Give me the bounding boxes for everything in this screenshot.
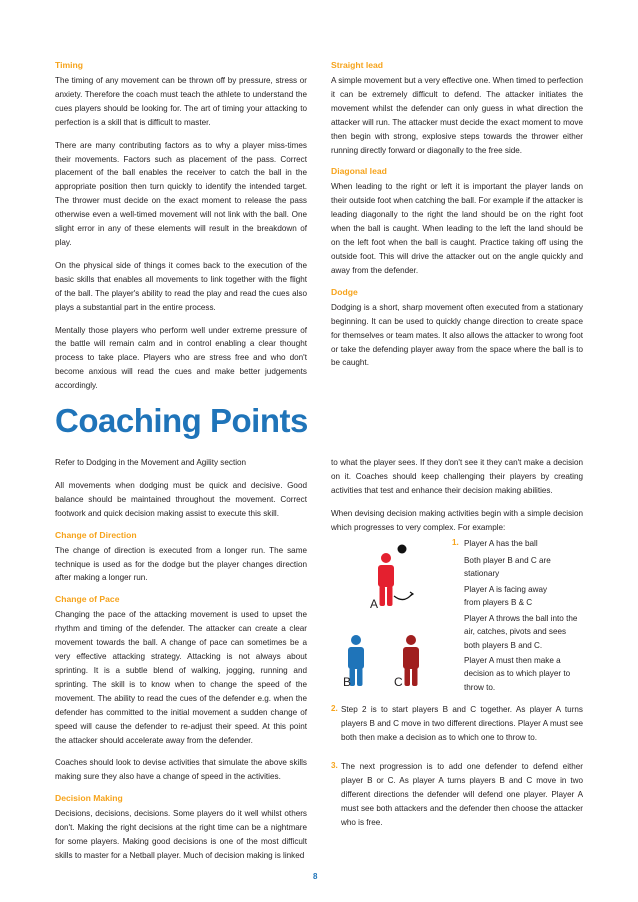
item-2-text: Step 2 is to start players B and C together. As player A turns players B and C move in two different directions. Player A must see both then make a decision as to which one to throw to. xyxy=(341,705,583,742)
player-diagram xyxy=(336,538,446,688)
diagonal-lead-paragraph: When leading to the right or left it is important the player lands on their outside foot when catching the ball. For example if the attacker is leading diagonally to the right the land should be on the right foot when the ball is caught. When leading to the left the land should be on the left foot when the ball is caught. Practice taking off using the outside foot. This will drive the attacker out on the angle quickly and away from the defender. xyxy=(331,182,583,275)
dodge-paragraph: Dodging is a short, sharp movement often executed from a stationary beginning. It can be used to quickly change direction to create space for themselves or team mates. It also allows the attacker to wrong foot or take the defending player away from the space where the ball is to be caught. xyxy=(331,302,583,368)
continuation-paragraph: to what the player sees. If they don't see it they can't make a decision on it. Coaches should keep challenging their players by creating activities that test and enhance their decision making abilities. xyxy=(331,458,583,495)
timing-paragraph-2: There are many contributing factors as to why a player miss-times their movements. Factors such as placement of the pass. Correct placement of the ball enables the receiver to catch the ball in the appropriate position then turn quickly to identify the intended target. The thrower must decide on the exact moment to release the pass otherwise even a well-timed movement will not link with the ball. One slight error in any of these elements will result in the breakdown of play. xyxy=(55,140,307,247)
player-a-label: A xyxy=(370,597,379,611)
leads-section xyxy=(331,60,583,379)
diagonal-lead-heading: Diagonal lead xyxy=(331,166,387,177)
player-b-label: B xyxy=(343,675,352,688)
section-title: Coaching Points xyxy=(55,402,308,439)
item-3-text: The next progression is to add one defender to defend either player B or C. As player A turns players B and C move in two different directions the defender will defend one player. Player A must see both attackers and the defender then choose the attacker who is free. xyxy=(341,762,583,827)
change-pace-heading: Change of Pace xyxy=(55,594,120,605)
straight-lead-heading: Straight lead xyxy=(331,60,384,70)
decision-making-heading: Decision Making xyxy=(55,793,123,804)
player-c-label: C xyxy=(394,675,403,688)
dodge-heading: Dodge xyxy=(331,286,358,297)
change-direction-paragraph: The change of direction is executed from a longer run. The same technique is used as for the dodge but the player changes direction after making a longer run. xyxy=(55,545,307,583)
player-c-figure xyxy=(403,635,419,686)
change-direction-heading: Change of Direction xyxy=(55,529,137,540)
item-3-number: 3. xyxy=(331,761,338,770)
change-pace-paragraph-1: Changing the pace of the attacking movement is used to upset the rhythm and timing of the defender. The attacker can create a clear movement towards the ball. A change of pace can sometimes be a very effective attacking strategy. Attacking is not always about sprinting. It is a subtle blend of walking, jogging, running and sprinting. The skill is to know when to change the speed of the movement. The ability to read the cues of the defender e.g. when the defender has committed to the initial movement a sudden change of speed will cause the defender to re-adjust their speed. At this point the attacker should accelerate away from the defender. xyxy=(55,610,307,745)
item-1-line-4: Player A throws the ball into the air, catches, pivots and sees both players B and C. xyxy=(464,614,578,650)
timing-paragraph-3: On the physical side of things it comes back to the execution of the basic skills that enables all movements to link together with the flight of the ball. The player's ability to read the play and read the cues also plays a substantial part in the entire process. xyxy=(55,260,307,312)
page-number: 8 xyxy=(313,872,318,881)
timing-section xyxy=(55,60,307,402)
straight-lead-paragraph: A simple movement but a very effective one. When timed to perfection it can be extremely difficult to defend. The attacker initiates the movement whilst the defender can only guess in what direction the attacker will run. The attacker must decide the exact moment to move then begin with strong, explosive steps towards the thrower either running directly forward or diagonally to the free side. xyxy=(331,76,583,155)
timing-paragraph-4: Mentally those players who perform well under extreme pressure of the battle will remain calm and in control enabling a clear thought process to take place. Players who are stress free and who don't become anxious will read the cues and make better judgements accordingly. xyxy=(55,325,307,391)
player-a-figure xyxy=(378,553,394,606)
decision-making-paragraph: Decisions, decisions, decisions. Some players do it well whilst others don't. Making the right decisions at the right time can be a nightmare for some players. Making good decisions is one of the most difficult skills to master for a Netball player. Much of decision making is linked xyxy=(55,809,307,860)
item-1-line-2: Both player B and C are stationary xyxy=(464,556,551,579)
item-1-line-5: Player A must then make a decision as to which player to throw to. xyxy=(464,656,571,692)
progression-paragraph: When devising decision making activities begin with a simple decision which progresses to very complex. For example: xyxy=(331,508,583,532)
intro-paragraph-2: All movements when dodging must be quick and decisive. Good balance should be maintained throughout the movement. Correct footwork and quick decision making assist to execute this skill. xyxy=(55,480,307,518)
item-1-line-1: Player A has the ball xyxy=(464,539,538,548)
intro-paragraph-1: Refer to Dodging in the Movement and Agility section xyxy=(55,458,247,467)
pivot-arrow-icon xyxy=(394,594,412,600)
ball-icon xyxy=(398,545,407,554)
coaching-left-column xyxy=(55,456,307,872)
coaching-right-column xyxy=(331,456,583,544)
timing-paragraph-1: The timing of any movement can be thrown off by pressure, stress or anxiety. Therefore the coach must teach the athlete to understand the cues players should be looking for. The art of timing your attacking to perfection is a skill that is difficult to master. xyxy=(55,76,307,127)
change-pace-paragraph-2: Coaches should look to devise activities that simulate the above skills making sure they also have a change of speed in the activities. xyxy=(55,758,307,782)
timing-heading: Timing xyxy=(55,60,84,70)
item-1-line-3: Player A is facing away from players B & C xyxy=(464,585,548,608)
item-2-number: 2. xyxy=(331,704,338,713)
item-1-number: 1. xyxy=(452,538,459,547)
